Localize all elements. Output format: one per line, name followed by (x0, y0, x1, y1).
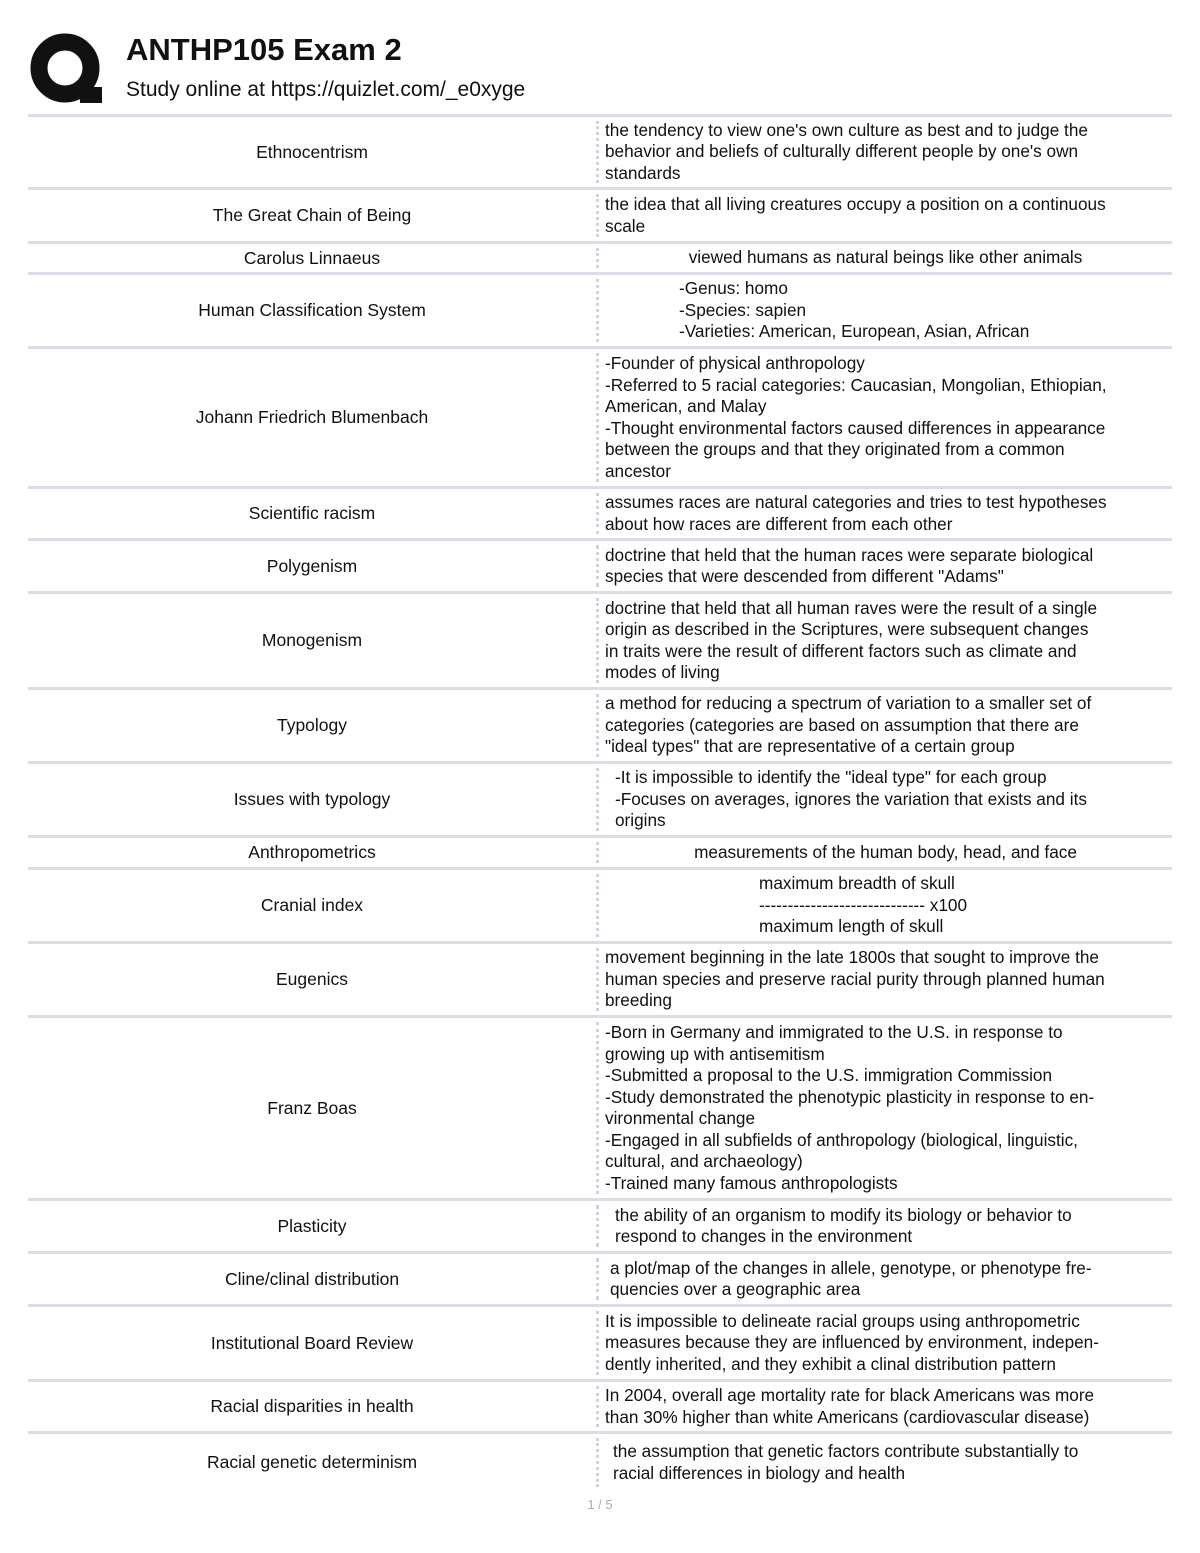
definition-line: movement beginning in the late 1800s that sought to improve the (605, 947, 1099, 968)
page-number: 1 / 5 (587, 1497, 613, 1512)
definition-line: the ability of an organism to modify its biology or behavior to (615, 1204, 1072, 1225)
term-cell: Ethnocentrism (256, 141, 368, 162)
definition-line: -Born in Germany and immigrated to the U.S. in response to (605, 1022, 1063, 1042)
term-cell: Carolus Linnaeus (243, 247, 381, 268)
table-row (28, 591, 1172, 687)
definition-line: -Founder of physical anthropology (605, 353, 865, 373)
table-row (28, 1304, 1172, 1379)
definition-line: breeding (605, 990, 672, 1011)
definition-line: modes of living (605, 662, 720, 682)
definition-cell (599, 489, 1172, 538)
table-row (28, 687, 1172, 761)
table-row (28, 1251, 1172, 1304)
definition-line: maximum breadth of skull (759, 873, 955, 894)
definition-line: -Focuses on averages, ignores the variation that exists and its (615, 788, 1087, 809)
term-cell: Plasticity (277, 1215, 347, 1236)
definition-line: viewed humans as natural beings like other animals (688, 247, 1083, 268)
definition-line: between the groups and that they originated from a common (605, 439, 1065, 459)
definition-cell (599, 541, 1172, 591)
definition-cell (599, 870, 1172, 941)
definition-line: origin as described in the Scriptures, were subsequent changes (605, 619, 1089, 639)
definition-line: -Trained many famous anthropologists (605, 1172, 898, 1193)
term-cell: Johann Friedrich Blumenbach (195, 407, 429, 427)
term-cell: Anthropometrics (248, 842, 376, 862)
definition-line: a plot/map of the changes in allele, genotype, or phenotype fre- (610, 1257, 1092, 1278)
table-row (28, 1198, 1172, 1251)
definition-cell (599, 764, 1172, 835)
table-row (28, 114, 1172, 187)
table-row (28, 538, 1172, 591)
definition-cell (599, 1254, 1172, 1304)
definition-cell (599, 117, 1172, 187)
quizlet-logo-icon (30, 32, 104, 106)
definition-cell (599, 349, 1172, 486)
definition-cell (599, 1018, 1172, 1198)
definition-line: -Submitted a proposal to the U.S. immigration Commission (605, 1065, 1053, 1085)
definition-line: assumes races are natural categories and tries to test hypotheses (605, 492, 1107, 512)
definition-cell (599, 275, 1172, 346)
definition-line: quencies over a geographic area (610, 1279, 861, 1299)
term-cell: Eugenics (276, 969, 348, 989)
definition-line: the idea that all living creatures occupy a position on a continuous (605, 194, 1106, 214)
definition-line: -It is impossible to identify the "ideal type" for each group (615, 767, 1047, 788)
table-row (28, 867, 1172, 941)
definition-line: vironmental change (605, 1108, 756, 1128)
term-cell: Monogenism (261, 630, 363, 650)
definition-line: racial differences in biology and health (613, 1462, 906, 1483)
definition-line: cultural, and archaeology) (605, 1151, 803, 1171)
page-title: ANTHP105 Exam 2 (126, 32, 402, 67)
definition-line: growing up with antisemitism (605, 1043, 825, 1064)
definition-cell (599, 690, 1172, 761)
definition-line: American, and Malay (605, 396, 767, 416)
definition-cell (599, 1434, 1172, 1491)
definition-cell (599, 1201, 1172, 1251)
definition-line: the assumption that genetic factors contribute substantially to (613, 1441, 1079, 1461)
definition-line: measurements of the human body, head, and face (694, 841, 1077, 862)
table-row (28, 1379, 1172, 1431)
definition-line: species that were descended from different "Adams" (605, 566, 1004, 586)
definition-cell (599, 1382, 1172, 1431)
term-cell: Issues with typology (233, 789, 391, 809)
definition-line: about how races are different from each other (605, 513, 953, 534)
definition-line: "ideal types" that are representative of a certain group (605, 736, 1015, 757)
term-cell: Racial genetic determinism (206, 1452, 418, 1472)
table-row (28, 761, 1172, 835)
definition-line: In 2004, overall age mortality rate for black Americans was more (605, 1385, 1095, 1405)
definition-line: human species and preserve racial purity through planned human (605, 968, 1105, 989)
definition-line: the tendency to view one's own culture as best and to judge the (605, 119, 1088, 140)
table-row (28, 272, 1172, 346)
definition-line: -Species: sapien (679, 299, 807, 320)
term-cell: Human Classification System (198, 300, 426, 320)
definition-cell (599, 944, 1172, 1015)
page-header (28, 26, 1178, 112)
term-cell: Franz Boas (267, 1097, 357, 1118)
definition-cell (599, 244, 1172, 272)
table-row (28, 941, 1172, 1015)
definition-line: dently inherited, and they exhibit a clinal distribution pattern (605, 1353, 1056, 1374)
definition-line: scale (605, 215, 646, 236)
definition-line: -Varieties: American, European, Asian, African (679, 321, 1030, 342)
definition-line: in traits were the result of different factors such as climate and (605, 640, 1077, 661)
definition-line: doctrine that held that the human races were separate biological (605, 544, 1094, 565)
term-cell: Cline/clinal distribution (224, 1268, 400, 1289)
flashcard-table (28, 114, 1172, 1491)
table-row (28, 346, 1172, 486)
definition-line: behavior and beliefs of culturally different people by one's own (605, 141, 1079, 162)
definition-line: respond to changes in the environment (615, 1226, 913, 1246)
table-row (28, 1015, 1172, 1198)
definition-cell (599, 190, 1172, 241)
definition-line: -Referred to 5 racial categories: Caucasian, Mongolian, Ethiopian, (605, 374, 1107, 395)
definition-line: It is impossible to delineate racial groups using anthropometric (605, 1310, 1080, 1331)
definition-cell (599, 1307, 1172, 1379)
definition-line: a method for reducing a spectrum of variation to a smaller set of (605, 693, 1092, 714)
table-row (28, 187, 1172, 241)
definition-line: than 30% higher than white Americans (cardiovascular disease) (605, 1406, 1090, 1427)
study-link-text: Study online at https://quizlet.com/_e0xyge (126, 78, 526, 101)
definition-cell (599, 838, 1172, 867)
table-row (28, 835, 1172, 867)
term-cell: Racial disparities in health (210, 1396, 414, 1416)
definition-line: -Engaged in all subfields of anthropology (biological, linguistic, (605, 1129, 1078, 1150)
definition-line: -Thought environmental factors caused differences in appearance (605, 417, 1106, 438)
definition-line: -Study demonstrated the phenotypic plasticity in response to en- (605, 1086, 1095, 1107)
term-cell: The Great Chain of Being (212, 205, 412, 225)
term-cell: Scientific racism (248, 503, 376, 523)
definition-line: ----------------------------- x100 (759, 894, 968, 915)
term-cell: Polygenism (266, 555, 358, 576)
definition-line: maximum length of skull (759, 916, 944, 937)
term-cell: Typology (276, 715, 348, 735)
definition-line: -Genus: homo (679, 278, 788, 299)
term-cell: Institutional Board Review (210, 1332, 414, 1353)
table-row (28, 241, 1172, 272)
table-row (28, 1431, 1172, 1491)
definition-line: measures because they are influenced by environment, indepen- (605, 1332, 1099, 1353)
definition-line: doctrine that held that all human raves were the result of a single (605, 597, 1098, 618)
term-cell: Cranial index (260, 895, 364, 915)
definition-line: standards (605, 162, 681, 183)
definition-cell (599, 594, 1172, 687)
definition-line: ancestor (605, 460, 671, 481)
table-row (28, 486, 1172, 538)
definition-line: categories (categories are based on assumption that there are (605, 714, 1079, 735)
definition-line: origins (615, 810, 666, 831)
